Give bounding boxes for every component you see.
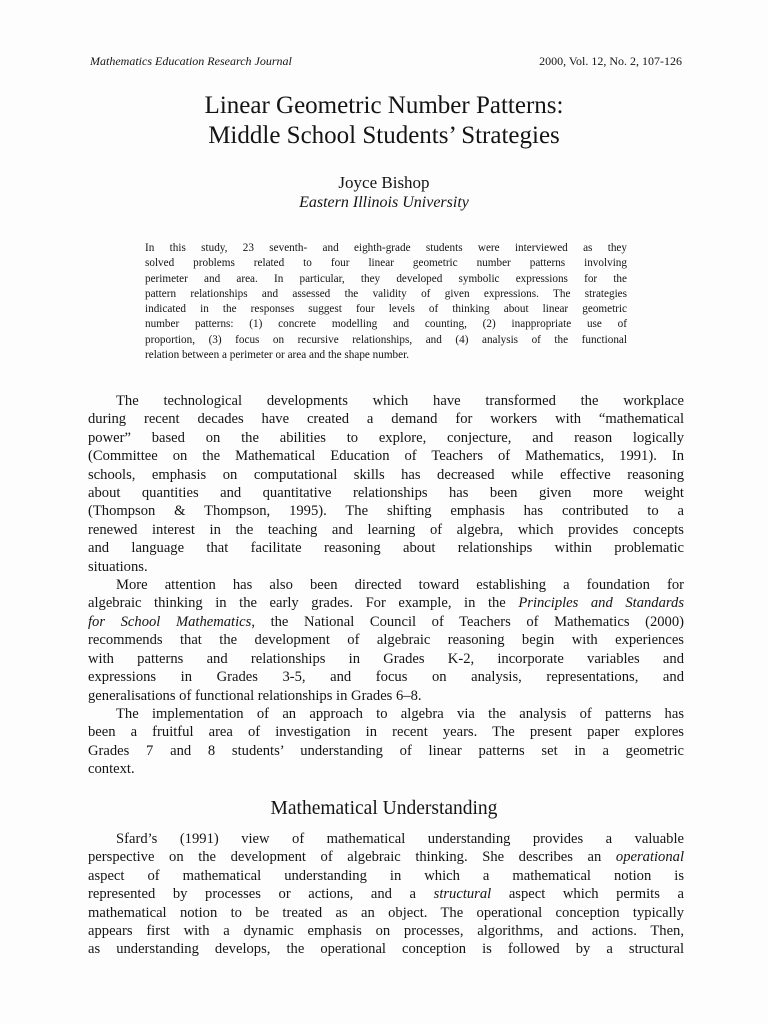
abstract-line: relation between a perimeter or area and the shape number. (145, 349, 410, 362)
body-line: (Thompson & Thompson, 1995). The shifting emphasis has contributed to a (88, 503, 684, 520)
cited-title: Principles and Standards (518, 595, 684, 612)
cited-title: for School Mathematics (88, 613, 252, 630)
abstract-line: proportion, (3) focus on recursive relationships, and (4) analysis of the functional (145, 333, 627, 346)
paper-title-line-2: Middle School Students’ Strategies (208, 122, 560, 149)
body-line: More attention has also been directed toward establishing a foundation for (116, 577, 684, 594)
section-heading: Mathematical Understanding (270, 798, 498, 819)
body-text: perspective on the development of algebraic thinking. She describes an (88, 849, 616, 866)
body-text: , the National Council of Teachers of Mathematics (2000) (251, 613, 684, 630)
abstract-line: pattern relationships and assessed the validity of given expressions. The strategies (145, 287, 627, 300)
body-line: generalisations of functional relationships in Grades 6–8. (88, 687, 422, 704)
body-line: been a fruitful area of investigation in recent years. The present paper explores (88, 724, 684, 741)
emphasis-term: operational (615, 849, 684, 866)
body-line: context. (88, 761, 135, 778)
body-line: The technological developments which have transformed the workplace (116, 393, 684, 409)
intro-body (88, 392, 684, 779)
body-text: aspect which permits a (491, 886, 684, 903)
abstract (145, 241, 627, 363)
body-line: schools, emphasis on computational skills has decreased while effective reasoning (88, 466, 684, 483)
body-text: represented by processes or actions, and a (88, 886, 434, 903)
body-line: power” based on the abilities to explore, conjecture, and reason logically (88, 429, 684, 446)
abstract-line: number patterns: (1) concrete modelling and counting, (2) inappropriate use of (145, 318, 627, 331)
body-line: The implementation of an approach to algebra via the analysis of patterns has (116, 705, 684, 722)
body-line (88, 848, 684, 866)
section-body (88, 830, 684, 959)
body-text: algebraic thinking in the early grades. For example, in the (88, 595, 519, 612)
body-line: about quantities and quantitative relationships has been given more weight (88, 485, 684, 502)
body-line: appears first with a dynamic emphasis on processes, algorithms, and actions. Then, (88, 923, 684, 940)
body-line: renewed interest in the teaching and learning of algebra, which provides concepts (88, 521, 684, 538)
body-line: mathematical notion to be treated as an object. The operational conception typically (88, 904, 684, 921)
body-line: and language that facilitate reasoning about relationships within problematic (88, 540, 684, 557)
body-line (88, 594, 684, 612)
body-line: aspect of mathematical understanding in which a mathematical notion is (88, 867, 684, 884)
abstract-line: perimeter and area. In particular, they developed symbolic expressions for the (145, 272, 627, 285)
abstract-line: In this study, 23 seventh- and eighth-grade students were interviewed as they (145, 242, 627, 254)
journal-name: Mathematics Education Research Journal (90, 54, 292, 68)
body-line: during recent decades have created a demand for workers with “mathematical (88, 411, 684, 428)
body-line (88, 885, 684, 903)
body-line: Sfard’s (1991) view of mathematical understanding provides a valuable (116, 831, 684, 847)
body-line: (Committee on the Mathematical Education of Teachers of Mathematics, 1991). In (88, 448, 684, 465)
body-line (88, 613, 684, 631)
abstract-line: indicated in the responses suggest four levels of thinking about linear geometric (145, 303, 627, 316)
body-line: expressions in Grades 3-5, and focus on analysis, representations, and (88, 669, 684, 686)
emphasis-term: structural (433, 886, 492, 903)
abstract-line: solved problems related to four linear geometric number patterns involving (145, 257, 627, 270)
body-line: recommends that the development of algebraic reasoning begin with experiences (88, 632, 684, 649)
paper-title-line-1: Linear Geometric Number Patterns: (204, 92, 564, 119)
body-line: Grades 7 and 8 students’ understanding of linear patterns set in a geometric (88, 742, 684, 759)
paper-title (60, 91, 708, 151)
body-line: as understanding develops, the operational conception is followed by a structural (88, 941, 684, 958)
author-name: Joyce Bishop (338, 173, 430, 192)
journal-issue: 2000, Vol. 12, No. 2, 107-126 (539, 54, 682, 68)
body-line: with patterns and relationships in Grades K-2, incorporate variables and (88, 650, 684, 667)
author-affiliation: Eastern Illinois University (299, 194, 469, 211)
body-line: situations. (88, 558, 148, 575)
